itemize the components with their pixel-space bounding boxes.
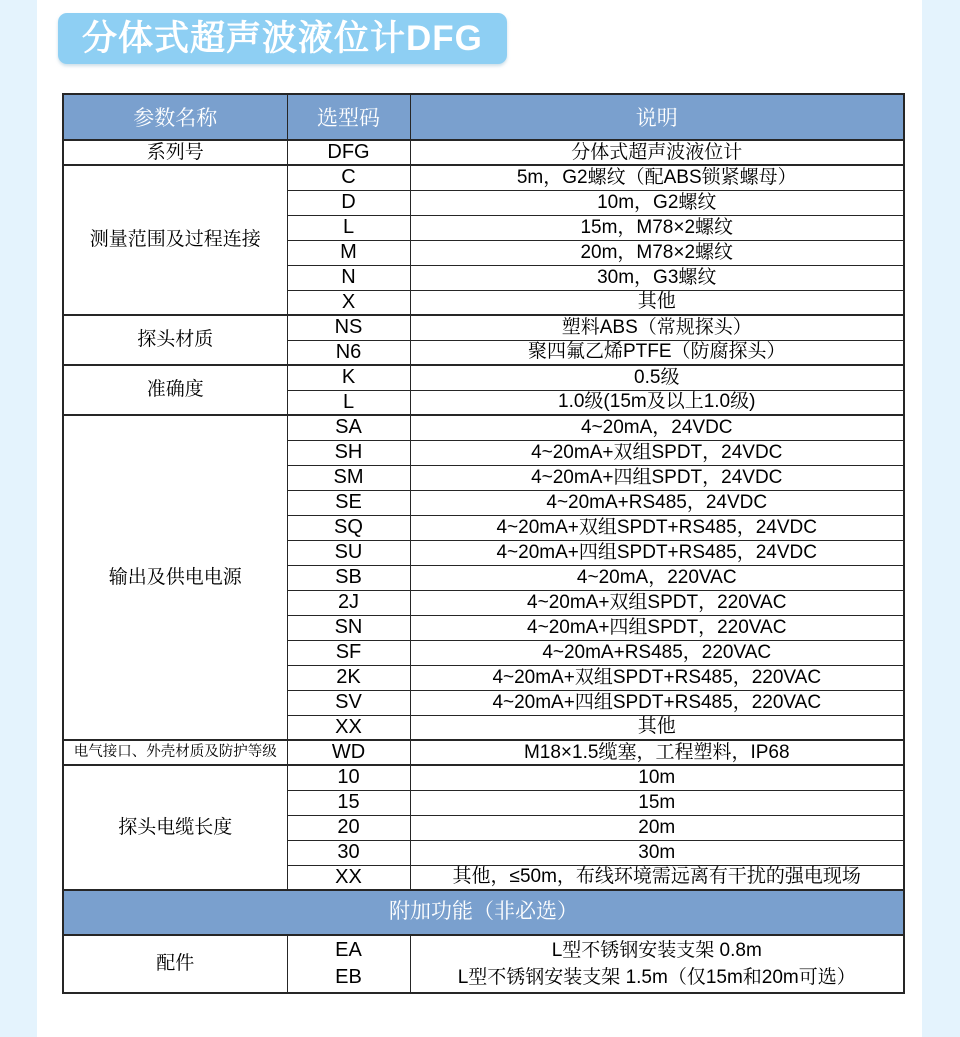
description-cell: 0.5级: [410, 365, 904, 390]
selection-code-cell: SV: [287, 690, 410, 715]
description-cell: 其他: [410, 715, 904, 740]
description-cell: 15m，M78×2螺纹: [410, 215, 904, 240]
selection-code-cell: [287, 935, 410, 993]
description-cell: 30m: [410, 840, 904, 865]
description-cell: 10m，G2螺纹: [410, 190, 904, 215]
description-cell: 分体式超声波液位计: [410, 140, 904, 165]
table-row: [63, 315, 904, 340]
description-cell: 聚四氟乙烯PTFE（防腐探头）: [410, 340, 904, 365]
spec-table: [62, 93, 905, 994]
description-cell: 4~20mA+RS485，220VAC: [410, 640, 904, 665]
selection-code-cell: M: [287, 240, 410, 265]
description-cell: 4~20mA+四组SPDT+RS485，24VDC: [410, 540, 904, 565]
content-area: [37, 0, 922, 1037]
description-cell: 4~20mA+双组SPDT+RS485，24VDC: [410, 515, 904, 540]
selection-code-cell: C: [287, 165, 410, 190]
param-name-cell: 电气接口、外壳材质及防护等级: [63, 740, 287, 765]
selection-code-cell: 20: [287, 815, 410, 840]
table-row: [63, 365, 904, 390]
description-cell: 15m: [410, 790, 904, 815]
description-cell: 4~20mA+四组SPDT，24VDC: [410, 465, 904, 490]
description-cell: 20m，M78×2螺纹: [410, 240, 904, 265]
description-cell: 4~20mA+RS485，24VDC: [410, 490, 904, 515]
selection-code-cell: WD: [287, 740, 410, 765]
table-row: [63, 165, 904, 190]
selection-code-cell: L: [287, 215, 410, 240]
selection-code-cell: N: [287, 265, 410, 290]
table-row: [63, 140, 904, 165]
description-cell: 4~20mA+双组SPDT，220VAC: [410, 590, 904, 615]
description-cell: [410, 935, 904, 993]
accessories-row: [63, 935, 904, 993]
param-name-cell: 配件: [63, 935, 287, 993]
selection-code-cell: X: [287, 290, 410, 315]
selection-code-cell: 30: [287, 840, 410, 865]
selection-code-cell: 15: [287, 790, 410, 815]
table-row: [63, 740, 904, 765]
col-header-param: 参数名称: [63, 94, 287, 140]
selection-code-cell: SA: [287, 415, 410, 440]
param-name-cell: 准确度: [63, 365, 287, 415]
description-cell: 10m: [410, 765, 904, 790]
param-name-cell: 探头材质: [63, 315, 287, 365]
selection-code-cell: XX: [287, 715, 410, 740]
description-cell: M18×1.5缆塞，工程塑料，IP68: [410, 740, 904, 765]
col-header-desc: 说明: [410, 94, 904, 140]
selection-code-cell: D: [287, 190, 410, 215]
table-row: [63, 765, 904, 790]
selection-code-cell: SB: [287, 565, 410, 590]
selection-code-cell: DFG: [287, 140, 410, 165]
accessory-code-line: EB: [335, 966, 362, 988]
selection-code-cell: NS: [287, 315, 410, 340]
description-cell: 30m，G3螺纹: [410, 265, 904, 290]
selection-code-cell: K: [287, 365, 410, 390]
accessory-code-line: EA: [335, 939, 362, 961]
table-row: [63, 415, 904, 440]
table-header-row: [63, 94, 904, 140]
description-cell: 塑料ABS（常规探头）: [410, 315, 904, 340]
description-cell: 5m，G2螺纹（配ABS锁紧螺母）: [410, 165, 904, 190]
param-name-cell: 探头电缆长度: [63, 765, 287, 890]
selection-code-cell: N6: [287, 340, 410, 365]
description-cell: 4~20mA+四组SPDT+RS485，220VAC: [410, 690, 904, 715]
description-cell: 1.0级(15m及以上1.0级): [410, 390, 904, 415]
selection-code-cell: 10: [287, 765, 410, 790]
selection-code-cell: XX: [287, 865, 410, 890]
selection-code-cell: SH: [287, 440, 410, 465]
description-cell: 4~20mA，24VDC: [410, 415, 904, 440]
description-cell: 4~20mA+四组SPDT，220VAC: [410, 615, 904, 640]
description-cell: 4~20mA+双组SPDT，24VDC: [410, 440, 904, 465]
param-name-cell: 测量范围及过程连接: [63, 165, 287, 315]
additional-functions-label: 附加功能（非必选）: [63, 890, 904, 935]
selection-code-cell: SE: [287, 490, 410, 515]
selection-code-cell: SF: [287, 640, 410, 665]
description-cell: 4~20mA+双组SPDT+RS485，220VAC: [410, 665, 904, 690]
selection-code-cell: 2J: [287, 590, 410, 615]
additional-functions-band: [63, 890, 904, 935]
description-cell: 其他，≤50m，布线环境需远离有干扰的强电现场: [410, 865, 904, 890]
description-cell: 4~20mA，220VAC: [410, 565, 904, 590]
selection-code-cell: L: [287, 390, 410, 415]
selection-code-cell: 2K: [287, 665, 410, 690]
param-name-cell: 系列号: [63, 140, 287, 165]
param-name-cell: 输出及供电电源: [63, 415, 287, 740]
selection-code-cell: SM: [287, 465, 410, 490]
accessory-desc-line: L型不锈钢安装支架 1.5m（仅15m和20m可选）: [457, 967, 856, 988]
accessory-desc-line: L型不锈钢安装支架 0.8m: [551, 940, 762, 961]
selection-code-cell: SN: [287, 615, 410, 640]
selection-code-cell: SQ: [287, 515, 410, 540]
col-header-code: 选型码: [287, 94, 410, 140]
description-cell: 其他: [410, 290, 904, 315]
description-cell: 20m: [410, 815, 904, 840]
page-title: 分体式超声波液位计DFG: [58, 13, 507, 64]
selection-code-cell: SU: [287, 540, 410, 565]
